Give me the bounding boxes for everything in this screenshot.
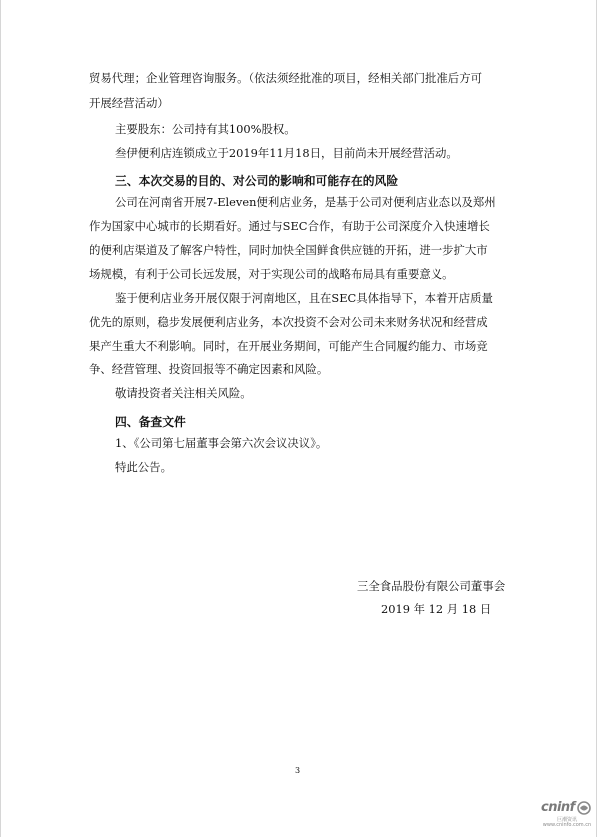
paragraph-purpose-line3: 的便利店渠道及了解客户特性，同时加快全国鲜食供应链的开拓，进一步扩大市	[89, 243, 488, 257]
paragraph-reference-item-1: 1、《公司第七届董事会第六次会议决议》。	[115, 436, 328, 450]
paragraph-purpose-line2: 作为国家中心城市的长期看好。通过与SEC合作，有助于公司深度介入快速增长	[89, 219, 490, 233]
cninfo-watermark-logo	[541, 800, 593, 832]
paragraph-risk-line4: 争、经营管理、投资回报等不确定因素和风险。	[89, 362, 329, 376]
paragraph-announcement-closing: 特此公告。	[115, 460, 172, 474]
cninfo-subtitle: 巨潮资讯	[556, 817, 577, 823]
paragraph-risk-line3: 果产生重大不利影响。同时，在开展业务期间，可能产生合同履约能力、市场竞	[89, 339, 488, 353]
paragraph-risk-line1: 鉴于便利店业务开展仅限于河南地区，且在SEC具体指导下，本着开店质量	[115, 291, 493, 305]
paragraph-business-scope-line2: 开展经营活动）	[89, 96, 169, 110]
paragraph-establishment: 叁伊便利店连锁成立于2019年11月18日，目前尚未开展经营活动。	[115, 146, 458, 160]
signature-date: 2019 年 12 月 18 日	[381, 602, 492, 616]
cninfo-brand-text: cninf	[541, 800, 575, 815]
paragraph-risk-line2: 优先的原则，稳步发展便利店业务，本次投资不会对公司未来财务状况和经营成	[89, 315, 488, 329]
cninfo-url: www.cninfo.com.cn	[542, 822, 592, 828]
section-heading-purpose-impact-risk: 三、本次交易的目的、对公司的影响和可能存在的风险	[115, 174, 399, 188]
paragraph-purpose-line1: 公司在河南省开展7-Eleven便利店业务，是基于公司对便利店业态以及郑州	[115, 195, 496, 209]
paragraph-investor-notice: 敬请投资者关注相关风险。	[115, 386, 252, 400]
signature-board-of-directors: 三全食品股份有限公司董事会	[357, 579, 506, 593]
paragraph-purpose-line4: 场规模，有利于公司长远发展，对于实现公司的战略布局具有重要意义。	[89, 267, 454, 281]
paragraph-main-shareholder: 主要股东：公司持有其100%股权。	[115, 122, 296, 136]
page-number: 3	[295, 766, 301, 775]
cninfo-swirl-icon	[577, 801, 591, 815]
paragraph-business-scope-line1: 贸易代理；企业管理咨询服务。（依法须经批准的项目，经相关部门批准后方可	[89, 71, 482, 85]
section-heading-reference-documents: 四、备查文件	[115, 415, 186, 429]
